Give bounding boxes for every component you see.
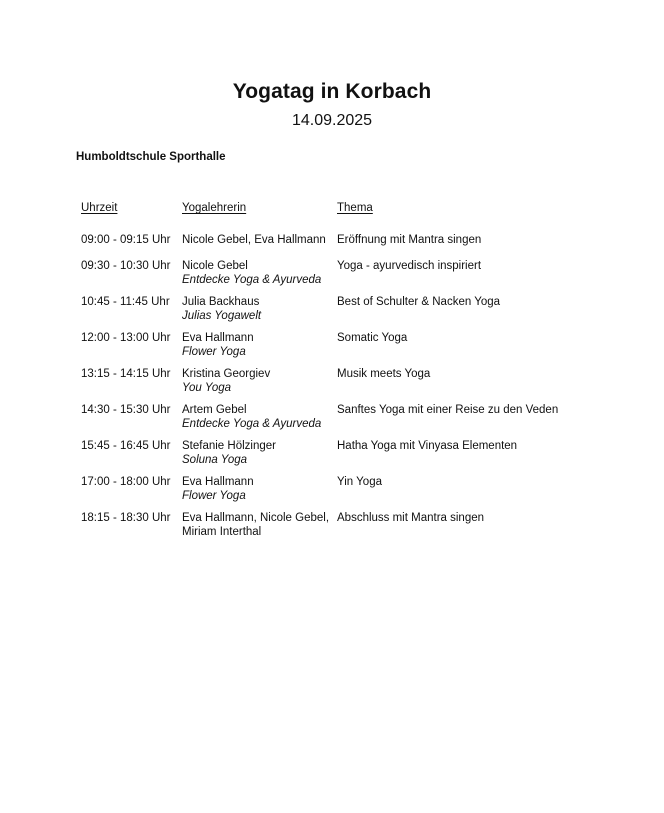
teacher-cell bbox=[182, 439, 276, 467]
studio-name: Flower Yoga bbox=[182, 346, 246, 358]
teacher-cell bbox=[182, 511, 329, 539]
studio-name: Flower Yoga bbox=[182, 490, 246, 502]
document-title: Yogatag in Korbach bbox=[232, 80, 432, 103]
topic-cell: Sanftes Yoga mit einer Reise zu den Veden bbox=[337, 404, 559, 416]
header-time: Uhrzeit bbox=[81, 202, 118, 214]
table-row bbox=[0, 259, 664, 295]
studio-name: Entdecke Yoga & Ayurveda bbox=[182, 274, 322, 286]
teacher-cell bbox=[182, 475, 254, 503]
table-row bbox=[0, 403, 664, 439]
event-date: 14.09.2025 bbox=[291, 112, 373, 129]
topic-cell: Musik meets Yoga bbox=[337, 368, 431, 380]
table-row bbox=[0, 295, 664, 331]
topic-cell: Eröffnung mit Mantra singen bbox=[337, 234, 482, 246]
time-cell: 09:00 - 09:15 Uhr bbox=[81, 234, 171, 246]
teacher-name: Nicole Gebel, Eva Hallmann bbox=[182, 234, 326, 246]
topic-cell: Yin Yoga bbox=[337, 476, 382, 488]
teacher-name: Eva Hallmann bbox=[182, 332, 254, 344]
schedule-table bbox=[0, 233, 664, 547]
teacher-name: Eva Hallmann, Nicole Gebel, bbox=[182, 512, 330, 524]
table-row bbox=[0, 233, 664, 259]
table-header bbox=[0, 202, 664, 218]
table-row bbox=[0, 439, 664, 475]
time-cell: 09:30 - 10:30 Uhr bbox=[81, 260, 171, 272]
time-cell: 13:15 - 14:15 Uhr bbox=[81, 368, 171, 380]
teacher-name: Eva Hallmann bbox=[182, 476, 254, 488]
teacher-name: Kristina Georgiev bbox=[182, 368, 271, 380]
topic-cell: Hatha Yoga mit Vinyasa Elementen bbox=[337, 440, 518, 452]
teacher-name: Artem Gebel bbox=[182, 404, 247, 416]
time-cell: 17:00 - 18:00 Uhr bbox=[81, 476, 171, 488]
teacher-cell bbox=[182, 259, 321, 287]
teacher-cell bbox=[182, 403, 321, 431]
studio-name: Entdecke Yoga & Ayurveda bbox=[182, 418, 322, 430]
topic-cell: Best of Schulter & Nacken Yoga bbox=[337, 296, 501, 308]
teacher-cell bbox=[182, 295, 261, 323]
studio-name: You Yoga bbox=[182, 382, 232, 394]
teacher-cell bbox=[182, 331, 254, 359]
table-row bbox=[0, 331, 664, 367]
teacher-name: Nicole Gebel bbox=[182, 260, 248, 272]
header-topic: Thema bbox=[337, 202, 373, 214]
teacher-name-continued: Miriam Interthal bbox=[182, 526, 262, 538]
time-cell: 10:45 - 11:45 Uhr bbox=[81, 296, 170, 308]
time-cell: 18:15 - 18:30 Uhr bbox=[81, 512, 171, 524]
table-row bbox=[0, 367, 664, 403]
topic-cell: Yoga - ayurvedisch inspiriert bbox=[337, 260, 482, 272]
time-cell: 12:00 - 13:00 Uhr bbox=[81, 332, 171, 344]
time-cell: 15:45 - 16:45 Uhr bbox=[81, 440, 171, 452]
teacher-cell bbox=[182, 367, 270, 395]
teacher-name: Julia Backhaus bbox=[182, 296, 260, 308]
table-row bbox=[0, 475, 664, 511]
topic-cell: Somatic Yoga bbox=[337, 332, 408, 344]
studio-name: Julias Yogawelt bbox=[182, 310, 262, 322]
teacher-name: Stefanie Hölzinger bbox=[182, 440, 276, 452]
table-row bbox=[0, 511, 664, 547]
venue-label: Humboldtschule Sporthalle bbox=[76, 151, 226, 163]
studio-name: Soluna Yoga bbox=[182, 454, 248, 466]
time-cell: 14:30 - 15:30 Uhr bbox=[81, 404, 171, 416]
header-teacher: Yogalehrerin bbox=[182, 202, 247, 214]
topic-cell: Abschluss mit Mantra singen bbox=[337, 512, 485, 524]
teacher-cell bbox=[182, 233, 326, 247]
